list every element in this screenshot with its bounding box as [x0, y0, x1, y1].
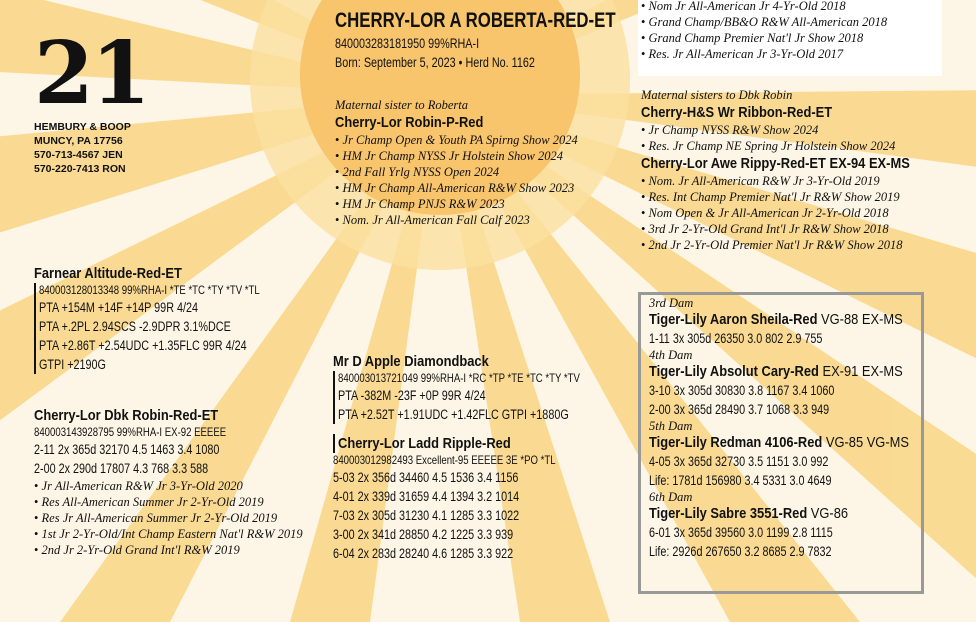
sire-pta-line: PTA +2.86T +2.54UDC +1.35FLC 99R 4/24	[39, 338, 247, 353]
granddam-name-wrap	[333, 434, 611, 453]
fourth-dam-label: 4th Dam	[649, 348, 693, 362]
consignor-phone-1: 570-713-4567 JEN	[34, 149, 123, 161]
dam-sire-registration: 840003013721049 99%RHA-I *RC *TP *TE *TC *TY *TV	[338, 371, 580, 385]
sixth-dam-name-text: Tiger-Lily Sabre 3551-Red	[649, 505, 808, 522]
achievement-item: • HM Jr Champ NYSS Jr Holstein Show 2024	[335, 148, 578, 164]
dam-sire-section	[333, 352, 640, 424]
granddam-name: Cherry-Lor Ladd Ripple-Red	[338, 435, 511, 452]
achievement-item: • Res. Jr All-American Jr 3-Yr-Old 2017	[641, 46, 887, 62]
sister-robin-section	[335, 97, 578, 228]
third-dam-label: 3rd Dam	[649, 296, 694, 310]
sire-details	[34, 283, 315, 374]
dam-sire-pta-line: PTA +2.52T +1.91UDC +1.42FLC GTPI +1880G	[338, 407, 569, 422]
achievement-item: • Res. Jr Champ NE Spring Jr Holstein Show 2024	[641, 138, 954, 154]
lot-number: 21	[34, 23, 148, 124]
sixth-dam-score: VG-86	[807, 505, 849, 522]
dam-sire-pta-line: PTA -382M -23F +0P 99R 4/24	[338, 388, 486, 403]
dam-name: Cherry-Lor Dbk Robin-Red-ET	[34, 407, 219, 424]
lot-animal-name: CHERRY-LOR A ROBERTA-RED-ET	[335, 9, 616, 32]
achievement-item: • HM Jr Champ PNJS R&W 2023	[335, 196, 578, 212]
granddam-record: 4-01 2x 339d 31659 4.4 1394 3.2 1014	[333, 489, 520, 504]
fifth-dam-name	[649, 433, 909, 452]
dam-section	[34, 406, 303, 558]
achievement-item: • Jr All-American R&W Jr 3-Yr-Old 2020	[34, 478, 303, 494]
granddam-record: 6-04 2x 283d 28240 4.6 1285 3.3 922	[333, 546, 514, 561]
sixth-dam-name	[649, 504, 909, 523]
fourth-dam-score: EX-91 EX-MS	[818, 363, 903, 380]
granddam-record: 3-00 2x 341d 28850 4.2 1225 3.3 939	[333, 527, 514, 542]
achievement-item: • 1st Jr 2-Yr-Old/Int Champ Eastern Nat'l R&W 2019	[34, 526, 303, 542]
sisters-dbk-section	[641, 87, 954, 253]
consignor-city: MUNCY, PA 17756	[34, 135, 123, 147]
sister-rippy-name: Cherry-Lor Awe Rippy-Red-ET EX-94 EX-MS	[641, 155, 910, 172]
achievement-item: • Nom. Jr All-American Fall Calf 2023	[335, 212, 578, 228]
sire-name: Farnear Altitude-Red-ET	[34, 265, 182, 282]
lot-heading	[335, 8, 686, 72]
dam-sire-name: Mr D Apple Diamondback	[333, 353, 489, 370]
achievement-item: • Jr Champ Open & Youth PA Spirng Show 2024	[335, 132, 578, 148]
sixth-dam-lifetime: Life: 2926d 267650 3.2 8685 2.9 7832	[649, 544, 832, 559]
dam-record: 2-11 2x 365d 32170 4.5 1463 3.4 1080	[34, 442, 220, 457]
third-dam-score: VG-88 EX-MS	[817, 311, 903, 328]
top-right-achievements	[641, 0, 887, 62]
fifth-dam-score: VG-85 VG-MS	[822, 434, 909, 451]
fifth-dam-record: 4-05 3x 365d 32730 3.5 1151 3.0 992	[649, 454, 829, 469]
sister-robin-name: Cherry-Lor Robin-P-Red	[335, 114, 484, 131]
achievement-item: • Res. Int Champ Premier Nat'l Jr R&W Show 2019	[641, 189, 954, 205]
achievement-item: • Nom Open & Jr All-American Jr 2-Yr-Old 2018	[641, 205, 954, 221]
fifth-dam-name-text: Tiger-Lily Redman 4106-Red	[649, 434, 823, 451]
sire-gtpi: GTPI +2190G	[39, 357, 106, 372]
granddam-record: 5-03 2x 356d 34460 4.5 1536 3.4 1156	[333, 470, 519, 485]
achievement-item: • Res Jr All-American Summer Jr 2-Yr-Old 2019	[34, 510, 303, 526]
sisters-dbk-note: Maternal sisters to Dbk Robin	[641, 88, 793, 102]
consignor-name: HEMBURY & BOOP	[34, 121, 131, 133]
achievement-item: • Nom. Jr All-American R&W Jr 3-Yr-Old 2019	[641, 173, 954, 189]
fourth-dam-name	[649, 362, 909, 381]
sister-ribbon-name: Cherry-H&S Wr Ribbon-Red-ET	[641, 104, 833, 121]
lot-born: Born: September 5, 2023 • Herd No. 1162	[335, 55, 535, 70]
sixth-dam-record: 6-01 3x 365d 39560 3.0 1199 2.8 1115	[649, 525, 833, 540]
achievement-item: • Grand Champ Premier Nat'l Jr Show 2018	[641, 30, 887, 46]
sire-pta-line: PTA +154M +14F +14P 99R 4/24	[39, 300, 199, 315]
third-dam-record: 1-11 3x 305d 26350 3.0 802 2.9 755	[649, 331, 823, 346]
achievement-item: • Grand Champ/BB&O R&W All-American 2018	[641, 14, 887, 30]
sister-robin-note: Maternal sister to Roberta	[335, 98, 468, 112]
consignor-phone-2: 570-220-7413 RON	[34, 163, 126, 175]
sire-section	[34, 264, 315, 374]
dam-registration: 840003143928795 99%RHA-I EX-92 EEEEE	[34, 425, 227, 439]
fourth-dam-name-text: Tiger-Lily Absolut Cary-Red	[649, 363, 819, 380]
fourth-dam-record: 2-00 3x 365d 28490 3.7 1068 3.3 949	[649, 402, 830, 417]
fifth-dam-lifetime: Life: 1781d 156980 3.4 5331 3.0 4649	[649, 473, 832, 488]
achievement-item: • Jr Champ NYSS R&W Show 2024	[641, 122, 954, 138]
achievement-item: • Res All-American Summer Jr 2-Yr-Old 2019	[34, 494, 303, 510]
achievement-item: • 2nd Jr 2-Yr-Old Premier Nat'l Jr R&W Show 2018	[641, 237, 954, 253]
dam-record: 2-00 2x 290d 17807 4.3 768 3.3 588	[34, 461, 209, 476]
sire-registration: 840003128013348 99%RHA-I *TE *TC *TY *TV *TL	[39, 283, 260, 297]
dams-box-content	[649, 296, 951, 561]
achievement-item: • 2nd Fall Yrlg NYSS Open 2024	[335, 164, 578, 180]
fourth-dam-record: 3-10 3x 305d 30830 3.8 1167 3.4 1060	[649, 383, 835, 398]
fifth-dam-label: 5th Dam	[649, 419, 693, 433]
achievement-item: • 2nd Jr 2-Yr-Old Grand Int'l R&W 2019	[34, 542, 303, 558]
achievement-item: • HM Jr Champ All-American R&W Show 2023	[335, 180, 578, 196]
dam-sire-details	[333, 371, 640, 424]
achievement-item: • 3rd Jr 2-Yr-Old Grand Int'l Jr R&W Show 2018	[641, 221, 954, 237]
lot-registration: 840003283181950 99%RHA-I	[335, 36, 480, 51]
third-dam-name-text: Tiger-Lily Aaron Sheila-Red	[649, 311, 818, 328]
consignor-info	[34, 120, 131, 176]
third-dam-name	[649, 310, 909, 329]
achievement-item: • Nom Jr All-American Jr 4-Yr-Old 2018	[641, 0, 887, 14]
granddam-section	[333, 434, 611, 563]
granddam-record: 7-03 2x 305d 31230 4.1 1285 3.3 1022	[333, 508, 520, 523]
granddam-registration: 840003012982493 Excellent-95 EEEEE 3E *PO *TL	[333, 453, 556, 467]
sire-pta-line: PTA +.2PL 2.94SCS -2.9DPR 3.1%DCE	[39, 319, 231, 334]
sixth-dam-label: 6th Dam	[649, 490, 693, 504]
